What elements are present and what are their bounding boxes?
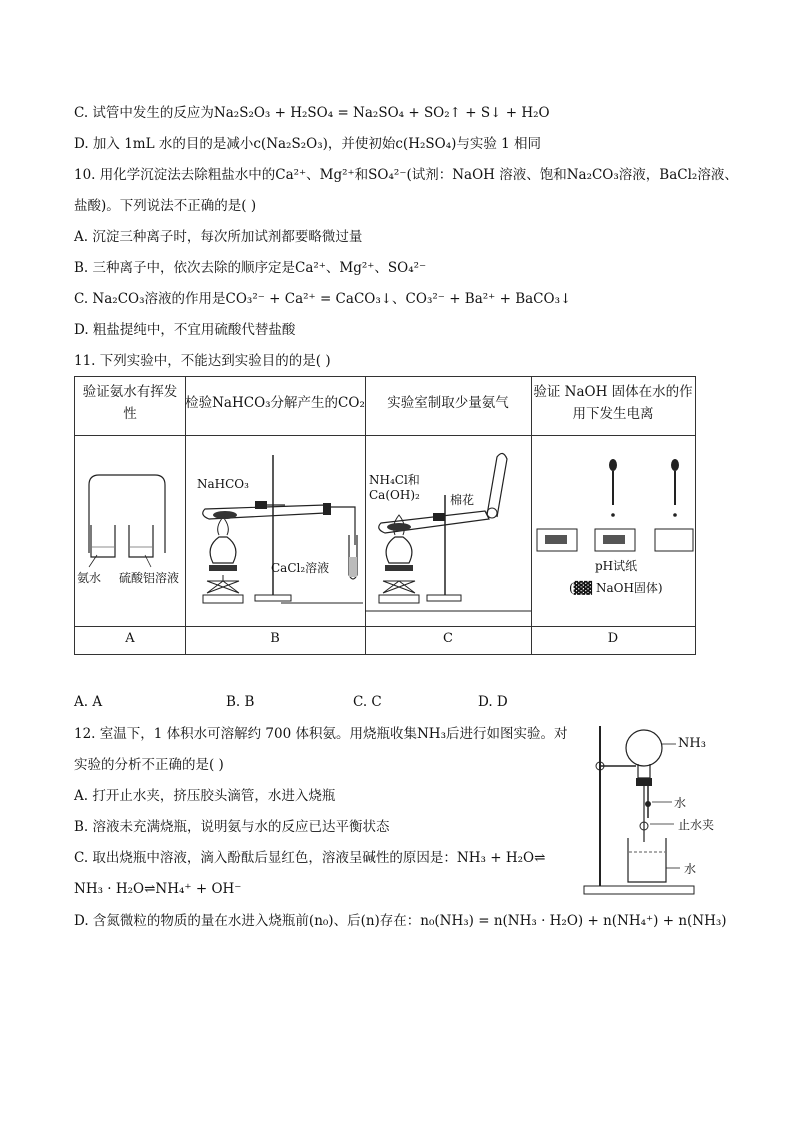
fountain-label-clamp: 止水夹 — [678, 818, 715, 832]
q10-stem-line1: 10. 用化学沉淀法去除粗盐水中的Ca²⁺、Mg²⁺和SO₄²⁻(试剂：NaOH 溶液、饱和Na₂CO₃溶液，BaCl₂溶液、 — [74, 167, 738, 183]
figure-c-label-reagent: NH₄Cl和 Ca(OH)₂ — [369, 473, 420, 502]
q11-stem: 11. 下列实验中，不能达到实验目的的是( ) — [74, 353, 331, 369]
q11-header-a: 验证氨水有挥发 性 — [82, 384, 178, 422]
figure-a-label-alum: 硫酸铝溶液 — [119, 571, 180, 585]
q12-stem-line1: 12. 室温下，1 体积水可溶解约 700 体积氨。用烧瓶收集NH₃后进行如图实验。对 — [74, 726, 568, 742]
q9-option-c: C. 试管中发生的反应为Na₂S₂O₃ + H₂SO₄ = Na₂SO₄ + SO₂↑ + S↓ + H₂O — [74, 105, 550, 121]
q11-option-a: A. A — [74, 694, 103, 710]
q11-header-c: 实验室制取少量氨气 — [387, 395, 509, 411]
q11-header-b: 检验NaHCO₃分解产生的CO₂ — [185, 395, 365, 411]
figure-d-label-paper: pH试纸 — [595, 559, 638, 573]
q11-option-d: D. D — [478, 694, 508, 710]
q11-letter-b: B — [270, 631, 280, 646]
figure-b-label-cacl2: CaCl₂溶液 — [271, 561, 330, 575]
q10-option-c: C. Na₂CO₃溶液的作用是CO₃²⁻ + Ca²⁺ = CaCO₃↓、CO₃²⁻ + Ba²⁺ + BaCO₃↓ — [74, 291, 572, 307]
q12-option-b: B. 溶液未充满烧瓶，说明氨与水的反应已达平衡状态 — [74, 819, 390, 835]
figure-c-label-cotton: 棉花 — [450, 493, 475, 507]
figure-d-label-solid: (▓▓ NaOH固体) — [569, 581, 663, 595]
q11-letter-a: A — [125, 631, 135, 646]
q12-option-c-line2: NH₃ · H₂O⇌NH₄⁺ + OH⁻ — [74, 881, 242, 897]
figure-a-beakers — [75, 435, 185, 626]
fountain-apparatus — [580, 722, 730, 898]
q10-option-b: B. 三种离子中，依次去除的顺序定是Ca²⁺、Mg²⁺、SO₄²⁻ — [74, 260, 427, 276]
figure-a-label-ammonia: 氨水 — [77, 571, 102, 585]
q11-letter-d: D — [607, 631, 619, 646]
fountain-label-water-bottom: 水 — [684, 862, 697, 876]
fountain-label-water-top: 水 — [674, 796, 687, 810]
q12-stem-line2: 实验的分析不正确的是( ) — [74, 757, 224, 773]
q12-option-d: D. 含氮微粒的物质的量在水进入烧瓶前(n₀)、后(n)存在：n₀(NH₃) = n(NH₃ · H₂O) + n(NH₄⁺) + n(NH₃) — [74, 913, 727, 929]
q11-letter-c: C — [443, 631, 453, 646]
q10-stem-line2: 盐酸)。下列说法不正确的是( ) — [74, 198, 257, 214]
q11-experiment-table — [74, 376, 696, 655]
q11-option-b: B. B — [226, 694, 255, 710]
figure-b-label-nahco3: NaHCO₃ — [197, 477, 249, 491]
q12-option-a: A. 打开止水夹，挤压胶头滴管，水进入烧瓶 — [74, 788, 336, 804]
q10-option-a: A. 沉淀三种离子时，每次所加试剂都要略微过量 — [74, 229, 363, 245]
fountain-label-nh3: NH₃ — [678, 736, 706, 751]
figure-d-ph-paper — [531, 435, 695, 626]
q12-option-c-line1: C. 取出烧瓶中溶液，滴入酚酞后显红色，溶液呈碱性的原因是：NH₃ + H₂O⇌ — [74, 850, 546, 866]
figure-b-apparatus — [185, 435, 365, 626]
q10-option-d: D. 粗盐提纯中，不宜用硫酸代替盐酸 — [74, 322, 296, 338]
figure-c-apparatus — [365, 435, 531, 626]
q9-option-d: D. 加入 1mL 水的目的是减小c(Na₂S₂O₃)，并使初始c(H₂SO₄)与实验 1 相同 — [74, 136, 542, 152]
q11-option-c: C. C — [353, 694, 382, 710]
q11-header-d: 验证 NaOH 固体在水的作 用下发生电离 — [533, 384, 693, 422]
